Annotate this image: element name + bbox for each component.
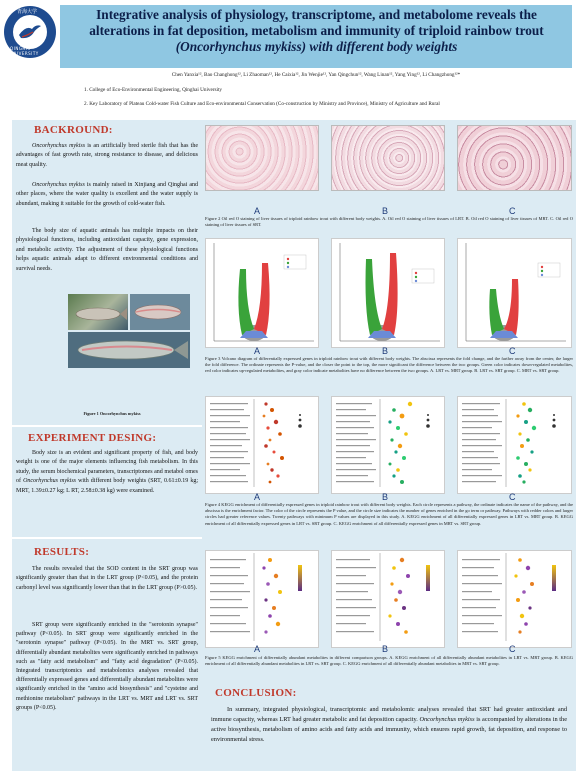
figure-4-caption: Figure 4 KEGG enrichment of differentially expressed genes in triploid rainbow trout with different body weights. Each circle represents a pathway, the ordinate indicates the name of the pathway, and the abscissa is the enrichment factor. The color of the circle represents the P value, and the circle size indicates the number of genes enriched in the go term or pathway. Pathways with redder colors and larger circles had greater reference values. Twenty pathways with minimum P values are displayed in this study. A. KEGG enrichment of all differentially expressed genes in LRT vs. MRT group. B. KEGG enrichment of all differentially expressed genes in LRT vs. SRT group. C. KEGG enrichment of all differentially expressed genes in MRT vs. SRT group. [205,502,573,526]
affiliation-1: 1. College of Eco-Environmental Engineering, Qinghai University [84,87,223,93]
results-heading: RESULTS: [34,546,90,558]
poster-header [0,0,576,97]
background-paragraph-3: The body size of aquatic animals has multiple impacts on their physiological functions, including antioxidant capacity, gene expression, and metabolic activity. The adjustment of these physiological functions helps aquatic animals adapt to different environmental conditions and survival needs. [16,228,198,272]
fish-photo-1 [68,294,128,330]
background-paragraph-2 [16,181,198,209]
experiment-text-a: Body size is an evident and significant property of fish, and body weight is one of the major elements influencing fish metabolism. In this study, the serum biochemical parameters, transcriptomes and metabol omes of [16,450,198,485]
background-p1-text: is an artificially bred sterile fish that has the advantages of fast growth rate, strong resistance to disease, and delicious meat quality. [16,143,198,168]
panel-label-b: B [382,644,389,654]
species-name: Oncorhynchus mykiss [419,716,475,723]
affiliation-2: 2. Key Laboratory of Plateau Cold-water Fish Culture and Eco-environmental Conservation (Co-construction by Ministry and Province), Ministry of Agriculture and Rural [84,101,440,107]
title-line-3: (Oncorhynchus mykiss) with different body weights [175,39,458,54]
kegg-gene-plot-c [457,396,572,494]
fish-photo-2 [130,294,190,330]
conclusion-panel [205,683,573,767]
kegg-metabolite-plot-b [331,550,445,648]
species-name: Oncorhynchus mykiss [32,143,86,149]
figures-panel [202,120,576,771]
panel-label-b: B [382,206,389,216]
figure-3-caption: Figure 3 Volcano diagram of differentially expressed genes in triploid rainbow trout with different body weights. The abscissa represents the fold change, and the farther away from the center, the larger the fold difference. The ordinate represents the P-value, and the closer the point to the top, the more significant the difference between the two groups. Green color indicates down-regulated metabolites, red color indicates up-regulated metabolites, and gray color indicate metabolites have no difference between the two groups. A. LRT vs. MRT group. B. LRT vs. SRT group. C. MRT vs. SRT group. [205,356,573,374]
title-line-1: Integrative analysis of physiology, transcriptome, and metabolome reveals the [96,7,537,22]
conclusion-text-a: In summary, integrated physiological, transcriptomic and metabolomic analyses revealed that SRT had greater antioxidant and immune capacity, whereas LRT had greater metabolic and fat deposition capacity. [211,706,567,723]
results-panel [12,539,202,771]
kegg-bubble-graphic [206,551,318,647]
poster-title [64,7,569,55]
conclusion-heading: CONCLUSION: [215,687,297,699]
kegg-bubble-graphic [458,551,571,647]
experiment-heading: EXPERIMENT DESING: [28,432,157,444]
fish-icon [130,294,190,330]
title-line-2: alterations in fat deposition, metabolism and immunity of triploid rainbow trout [89,23,544,38]
kegg-bubble-graphic [332,397,444,493]
species-name: Oncorhynchus mykiss [32,182,85,188]
results-paragraph-2: SRT group were significantly enriched in the "serotonin synapse" pathway (P<0.05). In SRT group were significantly enriched in the "serotonin synapse" pathway (P<0.05). In the MRT vs. SRT group, differentially abundant metabolites were significantly enriched in pathways such as "fatty acid metabolism" and "fatty acid degradation" (P<0.05). Integrated transcriptomics and metabolomics analyses revealed that differentially expressed genes and differentially abundant metabolites were significantly enriched in the "amino acid biosynthesis" and "cysteine and methionine metabolism" pathways in the LRT vs. MRT and LRT vs. SRT groups (P<0.05). [16,622,198,711]
volcano-plot-graphic [206,239,318,347]
kegg-gene-plot-a [205,396,319,494]
panel-label-c: C [509,206,516,216]
figure-1-caption: Figure 1 Oncorhynchus mykiss [83,411,141,416]
experiment-panel [12,427,202,537]
kegg-bubble-graphic [332,551,444,647]
kegg-metabolite-plot-a [205,550,319,648]
figure-2-caption: Figure 2 Oil red O staining of liver tissues of triploid rainbow trout with different body weights. A. Oil red O staining of liver tissues of LRT. B. Oil red O staining of liver tissues of MRT. C. Oil red O staining of liver tissues of SRT. [205,216,573,228]
volcano-plot-graphic [332,239,444,347]
panel-label-a: A [254,644,261,654]
species-name: Oncorhynchus mykiss [23,478,77,485]
fish-icon [68,294,128,330]
kegg-metabolite-plot-c [457,550,572,648]
background-panel [12,120,202,425]
volcano-plot-a [205,238,319,348]
volcano-plot-c [457,238,572,348]
oil-red-o-image-a [205,125,319,191]
author-list: Chen Yanxia¹², Bao Changhong¹², Li Zhaoman¹², He Caixia¹², Jin Wenjie¹², Yan Qingchun¹², Wang Linan¹², Yang Ying¹², Li Changzhong¹²* [171,72,461,78]
panel-label-c: C [509,492,516,502]
volcano-plot-b [331,238,445,348]
fish-icon [68,332,190,368]
panel-label-a: A [254,346,261,356]
panel-label-a: A [254,206,261,216]
university-logo [4,6,56,58]
panel-label-c: C [509,346,516,356]
conclusion-text-b: is accompanied by alterations in the active biosynthesis, metabolism of amino acids and fatty acids and immunity, which ensures rapid growth, fat deposition, and response to environmental stress. [211,716,567,743]
experiment-text-b: with different body weights (SRT, 0.61±0.19 kg; MRT, 1.39±0.27 kg; L RT, 2.58±0.38 kg) were examined. [16,478,198,494]
bird-icon [18,23,42,41]
logo-text: 青海大学 [17,9,38,15]
kegg-bubble-graphic [458,397,571,493]
oil-red-o-image-b [331,125,445,191]
conclusion-paragraph [211,705,567,745]
background-heading: BACKROUND: [34,124,113,136]
fish-photo-3 [68,332,190,368]
oil-red-o-image-c [457,125,572,191]
volcano-plot-graphic [458,239,571,347]
panel-label-b: B [382,492,389,502]
background-p2-text: is mainly raised in Xinjiang and Qinghai and other places, where the water quality is excellent and the water supply is abundant, making it suitable for the growth of cold-water fish. [16,182,198,207]
background-paragraph-1 [16,142,198,170]
panel-label-c: C [509,644,516,654]
experiment-paragraph [16,449,198,496]
figure-5-caption: Figure 5 KEGG enrichment of differentially abundant metabolites in different comparison groups. A. KEGG enrichment of all differentially abundant metabolites in LRT vs. MRT group. B. KEGG enrichment of all differentially abundant metabolites in LRT vs. SRT group. C. KEGG enrichment of all differentially abundant metabolites in MRT vs. SRT group. [205,655,573,667]
logo-arc-text: QINGHAI UNIVERSITY [10,46,39,56]
panel-label-b: B [382,346,389,356]
panel-label-a: A [254,492,261,502]
kegg-gene-plot-b [331,396,445,494]
results-paragraph-1: The results revealed that the SOD content in the SRT group was significantly greater than that in the LRT group (P<0.05), and the protein carbonyl level was significantly lower than that in the LRT group (P>0.05). [16,566,198,591]
kegg-bubble-graphic [206,397,318,493]
